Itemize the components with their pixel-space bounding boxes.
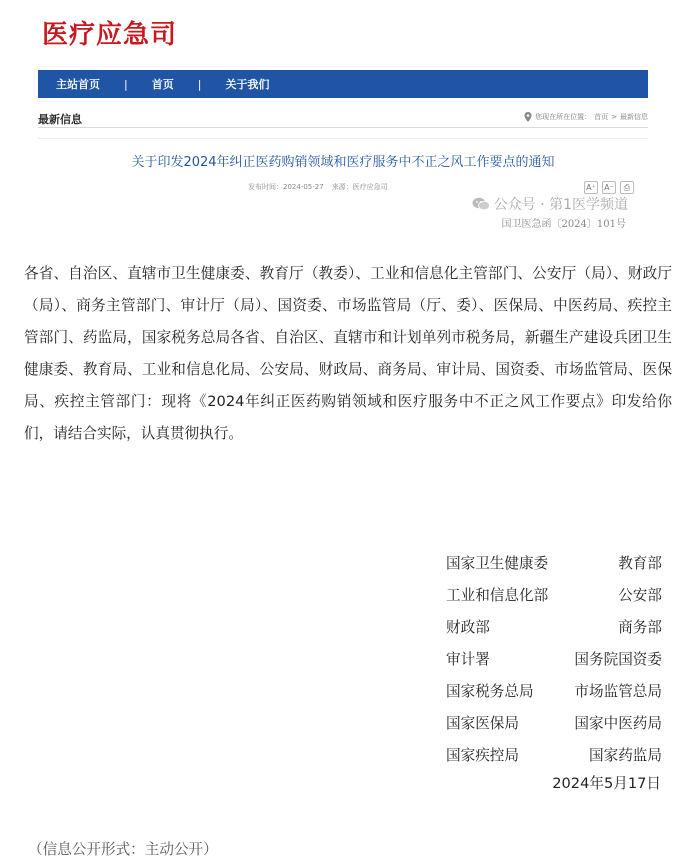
watermark-text: 公众号 · 第1医学频道 xyxy=(493,197,628,213)
signer: 国家医保局 xyxy=(446,715,519,732)
signer: 审计署 xyxy=(446,651,490,668)
notice-meta xyxy=(248,182,388,192)
signer: 市场监管总局 xyxy=(574,683,662,700)
main-navbar xyxy=(38,70,648,98)
watermark xyxy=(472,194,628,214)
breadcrumb-home[interactable]: 首页 xyxy=(594,113,609,121)
publish-date: 发布时间：2024-05-27 xyxy=(248,183,324,191)
signer: 国家中医药局 xyxy=(574,715,662,732)
signer-row xyxy=(446,548,662,580)
signer-row xyxy=(446,740,662,772)
breadcrumb-current[interactable]: 最新信息 xyxy=(620,113,648,121)
signing-authorities xyxy=(446,548,662,772)
signer-row xyxy=(446,676,662,708)
notice-body: 各省、自治区、直辖市卫生健康委、教育厅（教委）、工业和信息化主管部门、公安厅（局）、财政厅（局）、商务主管部门、审计厅（局）、国资委、市场监管局（厅、委）、医保局、中医药局、疾控主管部门、药监局，国家税务总局各省、自治区、直辖市和计划单列市税务局，新疆生产建设兵团卫生健康委、教育局、工业和信息化局、公安局、财政局、商务局、审计局、国资委、市场监管局、医保局、疾控主管部门：现将《2024年纠正医药购销领域和医疗服务中不正之风工作要点》印发给你们，请结合实际，认真贯彻执行。 xyxy=(24,265,672,442)
nav-separator: | xyxy=(124,77,128,91)
signer-row xyxy=(446,612,662,644)
nav-separator: | xyxy=(197,77,202,91)
signer-row xyxy=(446,580,662,612)
signer: 教育部 xyxy=(618,555,662,572)
nav-item-about[interactable]: 关于我们 xyxy=(225,78,270,91)
signer-row xyxy=(446,644,662,676)
signer: 公安部 xyxy=(618,587,662,604)
signer: 工业和信息化部 xyxy=(446,587,549,604)
signer: 商务部 xyxy=(618,619,662,636)
signer-row xyxy=(446,708,662,740)
notice-header xyxy=(38,138,648,230)
breadcrumb xyxy=(524,112,648,122)
section-label: 最新信息 xyxy=(38,113,82,126)
notice-title[interactable]: 关于印发2024年纠正医药购销领域和医疗服务中不正之风工作要点的通知 xyxy=(131,155,555,170)
latest-info-bar xyxy=(38,108,648,128)
signer: 国务院国资委 xyxy=(574,651,662,668)
document-number: 国卫医急函〔2024〕101号 xyxy=(501,219,626,230)
disclosure-note: （信息公开形式：主动公开） xyxy=(28,841,218,858)
breadcrumb-prefix: 您现在所在位置： xyxy=(535,113,592,121)
signer: 国家疾控局 xyxy=(446,747,519,764)
nav-item-main-site[interactable]: 主站首页 xyxy=(56,78,100,91)
signer: 国家卫生健康委 xyxy=(446,555,549,572)
font-increase-icon[interactable]: A⁺ xyxy=(584,181,598,194)
location-pin-icon xyxy=(524,112,532,122)
site-title: 医疗应急司 xyxy=(42,20,178,50)
wechat-icon xyxy=(472,197,490,211)
nav-item-home[interactable]: 首页 xyxy=(151,78,174,91)
article-tools xyxy=(584,181,634,194)
breadcrumb-separator: > xyxy=(611,113,617,121)
issue-date: 2024年5月17日 xyxy=(552,775,661,792)
signer: 国家税务总局 xyxy=(446,683,534,700)
print-icon[interactable]: ⎙ xyxy=(620,181,634,194)
signer: 国家药监局 xyxy=(589,747,662,764)
font-decrease-icon[interactable]: A⁻ xyxy=(602,181,616,194)
signer: 财政部 xyxy=(446,619,490,636)
source: 来源：医疗应急司 xyxy=(331,183,388,191)
